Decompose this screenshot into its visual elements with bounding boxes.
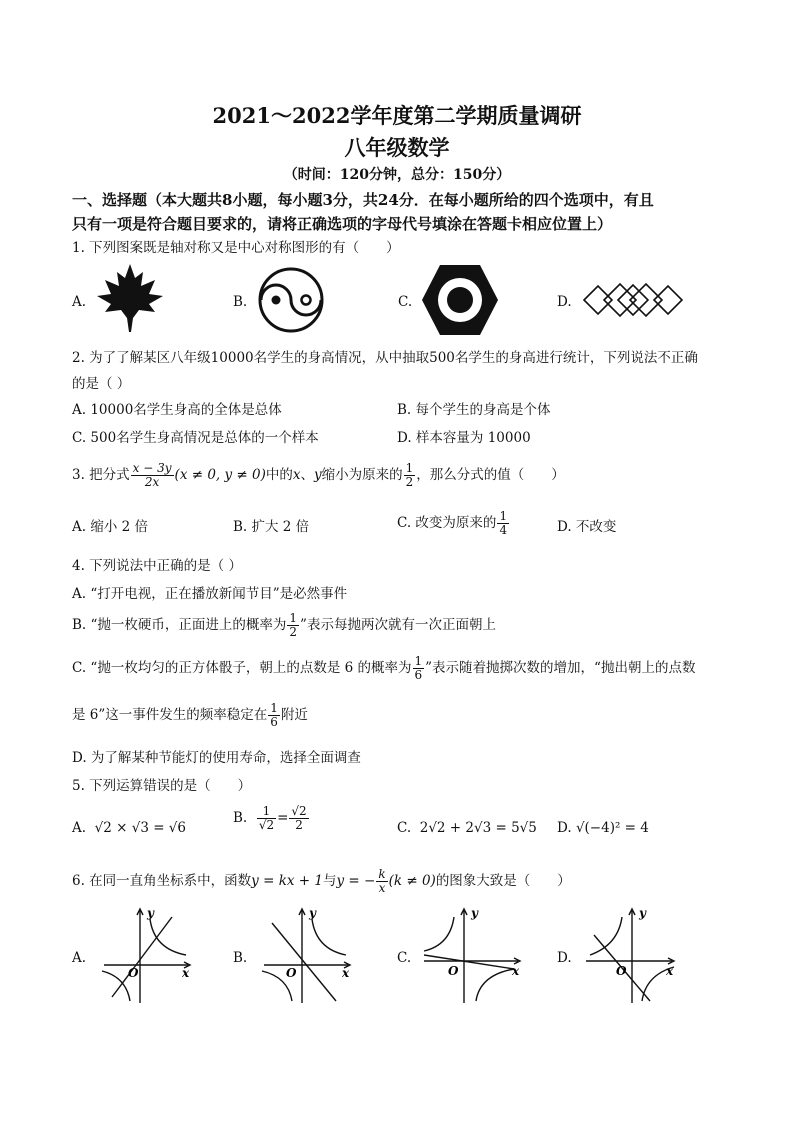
exam-info: （时间：120分钟，总分：150分） (283, 167, 511, 183)
q2-option-a: A. 10000名学生身高的全体是总体 (72, 402, 282, 418)
hexagon-nut-figure (420, 263, 500, 337)
q6-graph-a (98, 905, 198, 1005)
q6-graph-b-x-label: x (342, 966, 350, 980)
q6-graph-d-y-label: y (639, 906, 646, 920)
yin-yang-figure (257, 266, 325, 334)
q2-option-d: D. 样本容量为 10000 (397, 430, 531, 446)
q4-option-c: C. “抛一枚均匀的正方体骰子，朝上的点数是 6 的概率为 $\frac{1}{6}$ ”表示随着抛掷次数的增加，“抛出朝上的点数 (72, 654, 696, 682)
q4-option-a: A. “打开电视，正在播放新闻节目”是必然事件 (72, 586, 348, 602)
q6-label-c: C. (397, 950, 412, 966)
q4-option-b: B. “抛一枚硬币，正面进上的概率为 $\frac{1}{2}$ ”表示每抛两次就有一次正面朝上 (72, 611, 496, 639)
q6-label-d: D. (557, 950, 572, 966)
q6-graph-a-y-label: y (147, 906, 154, 920)
q6-graph-b-origin: O (286, 966, 297, 980)
q5-option-c: C. 2√2 + 2√3 = 5√5 (397, 820, 537, 836)
q3-fraction: $\frac{x - 3y}{2x}$ (132, 461, 172, 489)
q1-label-c: C. (398, 294, 413, 310)
q1-label-a: A. (72, 294, 87, 310)
q6-graph-d (580, 905, 680, 1005)
q2-option-b: B. 每个学生的身高是个体 (397, 402, 551, 418)
q3-pre: 3. 把分式 (72, 467, 130, 483)
q6-graph-d-origin: O (616, 964, 627, 978)
q6-graph-b (258, 905, 358, 1005)
q3-option-c: C. 改变为原来的 $\frac{1}{4}$ (397, 509, 508, 537)
q6-stem: 6. 在同一直角坐标系中，函数y = kx + 1与y = − $\frac{k}{x}$ (k ≠ 0)的图象大致是（ ） (72, 867, 571, 895)
q1-label-d: D. (557, 294, 572, 310)
q4-stem: 4. 下列说法中正确的是（ ） (72, 558, 242, 574)
q3-option-d: D. 不改变 (557, 519, 617, 535)
q6-graph-d-x-label: x (666, 964, 674, 978)
q6-graph-c (418, 905, 528, 1005)
diamond-knot-figure (580, 272, 686, 328)
section-heading-line2: 只有一项是符合题目要求的，请将正确选项的字母代号填涂在答题卡相应位置上） (72, 215, 613, 233)
exam-title: 2021～2022学年度第二学期质量调研 (212, 103, 582, 128)
q2-stem-line2: 的是（ ） (72, 376, 131, 392)
q6-graph-c-origin: O (448, 964, 459, 978)
q6-graph-c-y-label: y (471, 906, 478, 920)
q1-label-b: B. (233, 294, 248, 310)
section-heading-line1: 一、选择题（本大题共8小题，每小题3分，共24分．在每小题所给的四个选项中，有且 (72, 191, 654, 209)
q5-option-a: A. √2 × √3 = √6 (72, 820, 187, 836)
q3-option-a: A. 缩小 2 倍 (72, 519, 149, 535)
q4-option-c-cont: 是 6”这一事件发生的频率稳定在 $\frac{1}{6}$ 附近 (72, 701, 308, 729)
q5-option-b: B. $\frac{1}{√2}$ = $\frac{√2}{2}$ (233, 804, 307, 832)
q4-option-d: D. 为了解某种节能灯的使用寿命，选择全面调查 (72, 750, 361, 766)
q6-graph-c-x-label: x (512, 964, 520, 978)
q2-stem-line1: 2. 为了了解某区八年级10000名学生的身高情况，从中抽取500名学生的身高进行统计，下列说法不正确 (72, 350, 698, 366)
q3-condition: (x ≠ 0, y ≠ 0) (174, 467, 266, 483)
maple-leaf-figure (95, 262, 165, 334)
q3-option-b: B. 扩大 2 倍 (233, 519, 310, 535)
q6-label-a: A. (72, 950, 87, 966)
q5-stem: 5. 下列运算错误的是（ ） (72, 778, 252, 794)
q2-option-c: C. 500名学生身高情况是总体的一个样本 (72, 430, 319, 446)
q6-graph-b-y-label: y (309, 906, 316, 920)
q3-half: $\frac{1}{2}$ (405, 461, 414, 489)
q6-graph-a-origin: O (128, 966, 139, 980)
q5-option-d: D. √(−4)² = 4 (557, 820, 649, 836)
q6-graph-a-x-label: x (182, 966, 190, 980)
q1-stem: 1. 下列图案既是轴对称又是中心对称图形的有（ ） (72, 240, 400, 256)
exam-subtitle: 八年级数学 (344, 135, 450, 160)
q3-stem: 3. 把分式 $\frac{x - 3y}{2x}$ (x ≠ 0, y ≠ 0)中的x、y缩小为原来的 $\frac{1}{2}$ ，那么分式的值（ ） (72, 461, 565, 489)
q6-label-b: B. (233, 950, 248, 966)
q6-linear-function: y = kx + 1 (251, 873, 323, 889)
